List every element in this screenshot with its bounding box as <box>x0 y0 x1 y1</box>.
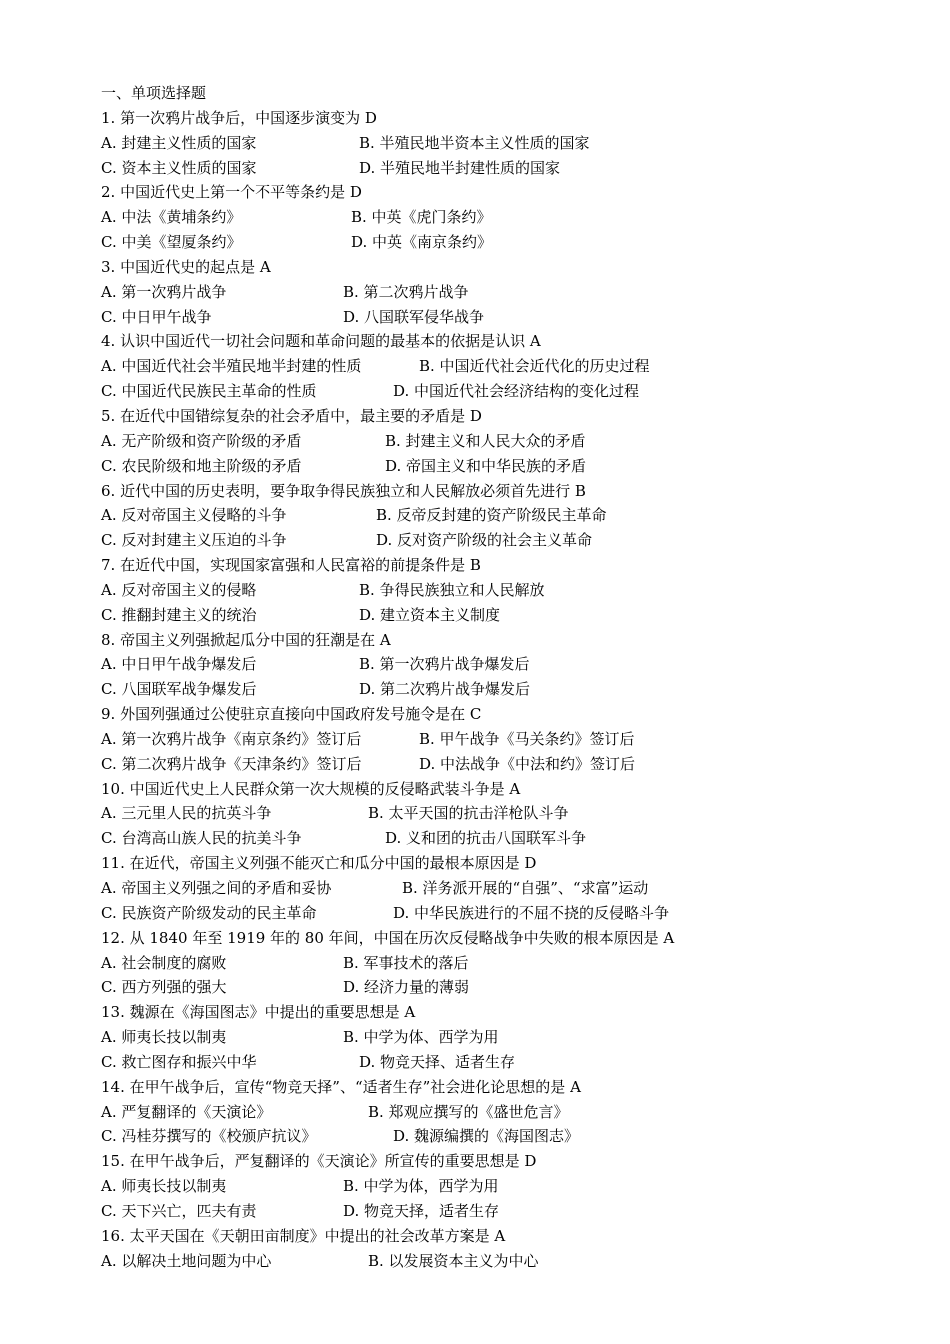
option-a: A. 第一次鸦片战争《南京条约》签订后 <box>101 729 362 748</box>
option-d: D. 中法战争《中法和约》签订后 <box>419 754 636 773</box>
section-title: 一、单项选择题 <box>101 84 207 102</box>
options-row <box>101 1174 901 1199</box>
options-row <box>101 354 901 379</box>
question-11: 11. 在近代，帝国主义列强不能灭亡和瓜分中国的最根本原因是 D <box>101 854 537 873</box>
option-a: A. 反对帝国主义的侵略 <box>101 580 257 599</box>
option-a: A. 严复翻译的《天演论》 <box>101 1102 272 1121</box>
options-row <box>101 205 901 230</box>
options-row <box>101 156 901 181</box>
options-row <box>101 876 901 901</box>
option-d: D. 第二次鸦片战争爆发后 <box>359 680 531 699</box>
options-row <box>101 826 901 851</box>
options-row <box>101 429 901 454</box>
option-d: D. 半殖民地半封建性质的国家 <box>359 158 561 177</box>
option-d: D. 经济力量的薄弱 <box>343 978 470 997</box>
options-row <box>101 951 901 976</box>
option-a: A. 以解决土地问题为中心 <box>101 1251 272 1270</box>
option-c: C. 天下兴亡，匹夫有责 <box>101 1201 257 1220</box>
options-row <box>101 503 901 528</box>
option-d: D. 八国联军侵华战争 <box>343 307 485 326</box>
option-c: C. 第二次鸦片战争《天津条约》签订后 <box>101 754 362 773</box>
option-b: B. 中英《虎门条约》 <box>351 208 492 227</box>
options-row <box>101 752 901 777</box>
options-row <box>101 603 901 628</box>
option-b: B. 中国近代社会近代化的历史过程 <box>419 357 650 376</box>
question-2: 2. 中国近代史上第一个不平等条约是 D <box>101 183 362 202</box>
question-6: 6. 近代中国的历史表明，要争取争得民族独立和人民解放必须首先进行 B <box>101 481 586 500</box>
options-row <box>101 727 901 752</box>
option-c: C. 八国联军战争爆发后 <box>101 680 257 699</box>
option-b: B. 太平天国的抗击洋枪队斗争 <box>368 804 569 823</box>
options-row <box>101 379 901 404</box>
question-9: 9. 外国列强通过公使驻京直接向中国政府发号施令是在 C <box>101 705 482 724</box>
options-row <box>101 305 901 330</box>
option-b: B. 第一次鸦片战争爆发后 <box>359 655 530 674</box>
option-c: C. 农民阶级和地主阶级的矛盾 <box>101 456 302 475</box>
option-b: B. 中学为体、西学为用 <box>343 1028 499 1047</box>
question-10: 10. 中国近代史上人民群众第一次大规模的反侵略武装斗争是 A <box>101 779 521 798</box>
options-row <box>101 578 901 603</box>
question-7: 7. 在近代中国，实现国家富强和人民富裕的前提条件是 B <box>101 556 481 575</box>
option-a: A. 中日甲午战争爆发后 <box>101 655 257 674</box>
options-row <box>101 131 901 156</box>
option-c: C. 民族资产阶级发动的民主革命 <box>101 903 317 922</box>
option-c: C. 中国近代民族民主革命的性质 <box>101 382 317 401</box>
option-d: D. 中英《南京条约》 <box>351 233 493 252</box>
option-c: C. 推翻封建主义的统治 <box>101 605 257 624</box>
options-row <box>101 1249 901 1274</box>
question-12: 12. 从 1840 年至 1919 年的 80 年间，中国在历次反侵略战争中失败的根本原因是 A <box>101 928 675 947</box>
options-row <box>101 1025 901 1050</box>
option-c: C. 资本主义性质的国家 <box>101 158 257 177</box>
question-14: 14. 在甲午战争后，宣传“物竞天择”、“适者生存”社会进化论思想的是 A <box>101 1077 581 1096</box>
option-c: C. 中美《望厦条约》 <box>101 233 242 252</box>
question-8: 8. 帝国主义列强掀起瓜分中国的狂潮是在 A <box>101 630 391 649</box>
options-row <box>101 652 901 677</box>
option-a: A. 封建主义性质的国家 <box>101 133 257 152</box>
options-row <box>101 1050 901 1075</box>
question-15: 15. 在甲午战争后，严复翻译的《天演论》所宣传的重要思想是 D <box>101 1152 537 1171</box>
option-b: B. 甲午战争《马关条约》签订后 <box>419 729 635 748</box>
option-a: A. 中法《黄埔条约》 <box>101 208 242 227</box>
option-b: B. 中学为体，西学为用 <box>343 1177 499 1196</box>
option-b: B. 第二次鸦片战争 <box>343 282 469 301</box>
option-b: B. 郑观应撰写的《盛世危言》 <box>368 1102 569 1121</box>
option-d: D. 建立资本主义制度 <box>359 605 501 624</box>
option-d: D. 物竞天择、适者生存 <box>359 1052 516 1071</box>
options-row <box>101 1100 901 1125</box>
option-a: A. 三元里人民的抗英斗争 <box>101 804 272 823</box>
option-c: C. 中日甲午战争 <box>101 307 212 326</box>
option-d: D. 义和团的抗击八国联军斗争 <box>385 829 587 848</box>
question-5: 5. 在近代中国错综复杂的社会矛盾中，最主要的矛盾是 D <box>101 406 482 425</box>
option-a: A. 帝国主义列强之间的矛盾和妥协 <box>101 879 332 897</box>
options-row <box>101 528 901 553</box>
options-row <box>101 901 901 926</box>
option-b: B. 封建主义和人民大众的矛盾 <box>385 431 586 450</box>
option-d: D. 帝国主义和中华民族的矛盾 <box>385 456 587 475</box>
option-c: C. 冯桂芬撰写的《校颁庐抗议》 <box>101 1127 317 1146</box>
option-b: B. 洋务派开展的“自强”、“求富”运动 <box>402 879 649 897</box>
option-c: C. 西方列强的强大 <box>101 978 227 997</box>
options-row <box>101 1124 901 1149</box>
options-row <box>101 1199 901 1224</box>
question-3: 3. 中国近代史的起点是 A <box>101 257 271 276</box>
option-d: D. 物竞天择，适者生存 <box>343 1201 500 1220</box>
option-b: B. 争得民族独立和人民解放 <box>359 580 545 599</box>
option-d: D. 中华民族进行的不屈不挠的反侵略斗争 <box>393 903 670 922</box>
option-b: B. 以发展资本主义为中心 <box>368 1251 539 1270</box>
option-a: A. 中国近代社会半殖民地半封建的性质 <box>101 357 362 376</box>
option-a: A. 第一次鸦片战争 <box>101 282 227 301</box>
option-d: D. 魏源编撰的《海国图志》 <box>393 1127 580 1146</box>
option-c: C. 反对封建主义压迫的斗争 <box>101 531 287 550</box>
question-4: 4. 认识中国近代一切社会问题和革命问题的最基本的依据是认识 A <box>101 332 541 351</box>
options-row <box>101 677 901 702</box>
question-13: 13. 魏源在《海国图志》中提出的重要思想是 A <box>101 1003 416 1022</box>
question-16: 16. 太平天国在《天朝田亩制度》中提出的社会改革方案是 A <box>101 1226 506 1245</box>
question-1: 1. 第一次鸦片战争后，中国逐步演变为 D <box>101 108 377 127</box>
option-a: A. 师夷长技以制夷 <box>101 1177 227 1196</box>
option-a: A. 无产阶级和资产阶级的矛盾 <box>101 431 302 450</box>
document-page <box>101 81 901 1274</box>
option-b: B. 军事技术的落后 <box>343 953 469 972</box>
options-row <box>101 230 901 255</box>
options-row <box>101 975 901 1000</box>
options-row <box>101 801 901 826</box>
option-b: B. 半殖民地半资本主义性质的国家 <box>359 133 590 152</box>
option-c: C. 救亡图存和振兴中华 <box>101 1052 257 1071</box>
option-a: A. 师夷长技以制夷 <box>101 1028 227 1047</box>
option-d: D. 反对资产阶级的社会主义革命 <box>376 531 593 550</box>
option-d: D. 中国近代社会经济结构的变化过程 <box>393 382 640 401</box>
options-row <box>101 280 901 305</box>
option-a: A. 反对帝国主义侵略的斗争 <box>101 506 287 525</box>
option-b: B. 反帝反封建的资产阶级民主革命 <box>376 506 607 525</box>
option-a: A. 社会制度的腐败 <box>101 953 227 972</box>
option-c: C. 台湾高山族人民的抗美斗争 <box>101 829 302 848</box>
options-row <box>101 454 901 479</box>
